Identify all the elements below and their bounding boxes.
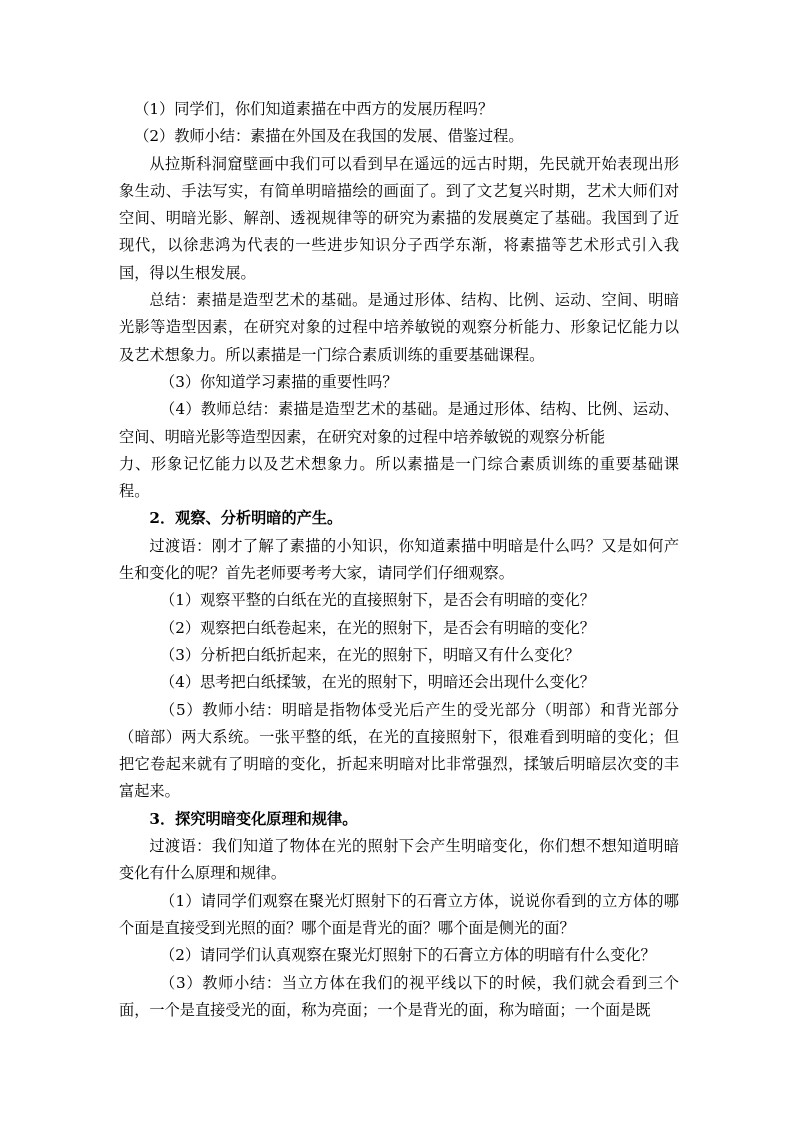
paragraph-history: 从拉斯科洞窟壁画中我们可以看到早在遥远的远古时期，先民就开始表现出形象生动、手法写实，有简单明暗描绘的画面了。到了文艺复兴时期，艺术大师们对空间、明暗光影、解剖、透视规律等的研究为素描的发展奠定了基础。我国到了近现代，以徐悲鸿为代表的一些进步知识分子西学东渐，将素描等艺术形式引入我国，得以生根发展。 — [119, 154, 679, 282]
paragraph-teacher-summary-5: （5）教师小结：明暗是指物体受光后产生的受光部分（明部）和背光部分（暗部）两大系统。一张平整的纸，在光的直接照射下，很难看到明暗的变化；但把它卷起来就有了明暗的变化，折起来明暗对比非常强烈，揉皱后明暗层次变的丰富起来。 — [119, 700, 679, 801]
section-heading-2: 2．观察、分析明暗的产生。 — [149, 509, 343, 528]
paragraph-teacher-summary-4: （4）教师总结：素描是造型艺术的基础。是通过形体、结构、比例、运动、空间、明暗光影等造型因素，在研究对象的过程中培养敏锐的观察分析能 — [119, 400, 679, 446]
paragraph-cube-question-2: （2）请同学们认真观察在聚光灯照射下的石膏立方体的明暗有什么变化？ — [160, 946, 656, 965]
paragraph-think-4: （4）思考把白纸揉皱，在光的照射下，明暗还会出现什么变化？ — [160, 673, 595, 692]
paragraph-question-3: （3）你知道学习素描的重要性吗？ — [160, 372, 398, 391]
paragraph-summary-2: （2）教师小结：素描在外国及在我国的发展、借鉴过程。 — [134, 127, 524, 146]
paragraph-teacher-summary-4-cont: 力、形象记忆能力以及艺术想象力。所以素描是一门综合素质训练的重要基础课程。 — [119, 454, 679, 501]
paragraph-transition-2: 过渡语：我们知道了物体在光的照射下会产生明暗变化，你们想不想知道明暗变化有什么原理和规律。 — [119, 837, 679, 883]
paragraph-observe-2: （2）观察把白纸卷起来，在光的照射下，是否会有明暗的变化？ — [160, 618, 595, 637]
paragraph-cube-summary-3: （3）教师小结：当立方体在我们的视平线以下的时候，我们就会看到三个面，一个是直接受光的面，称为亮面；一个是背光的面，称为暗面；一个面是既 — [119, 973, 679, 1019]
paragraph-analyze-3: （3）分析把白纸折起来，在光的照射下，明暗又有什么变化？ — [160, 645, 580, 664]
paragraph-observe-1: （1）观察平整的白纸在光的直接照射下，是否会有明暗的变化？ — [160, 591, 595, 610]
paragraph-conclusion: 总结：素描是造型艺术的基础。是通过形体、结构、比例、运动、空间、明暗光影等造型因素，在研究对象的过程中培养敏锐的观察分析能力、形象记忆能力以及艺术想象力。所以素描是一门综合素质训练的重要基础课程。 — [119, 291, 679, 364]
paragraph-cube-question-1: （1）请同学们观察在聚光灯照射下的石膏立方体，说说你看到的立方体的哪个面是直接受到光照的面？哪个面是背光的面？哪个面是侧光的面？ — [119, 891, 679, 937]
section-heading-3: 3．探究明暗变化原理和规律。 — [149, 809, 358, 828]
paragraph-question-1: （1）同学们，你们知道素描在中西方的发展历程吗？ — [134, 100, 494, 118]
document-page — [119, 96, 679, 1024]
paragraph-transition-1: 过渡语：刚才了解了素描的小知识，你知道素描中明暗是什么吗？又是如何产生和变化的呢？首先老师要考考大家，请同学们仔细观察。 — [119, 536, 679, 583]
